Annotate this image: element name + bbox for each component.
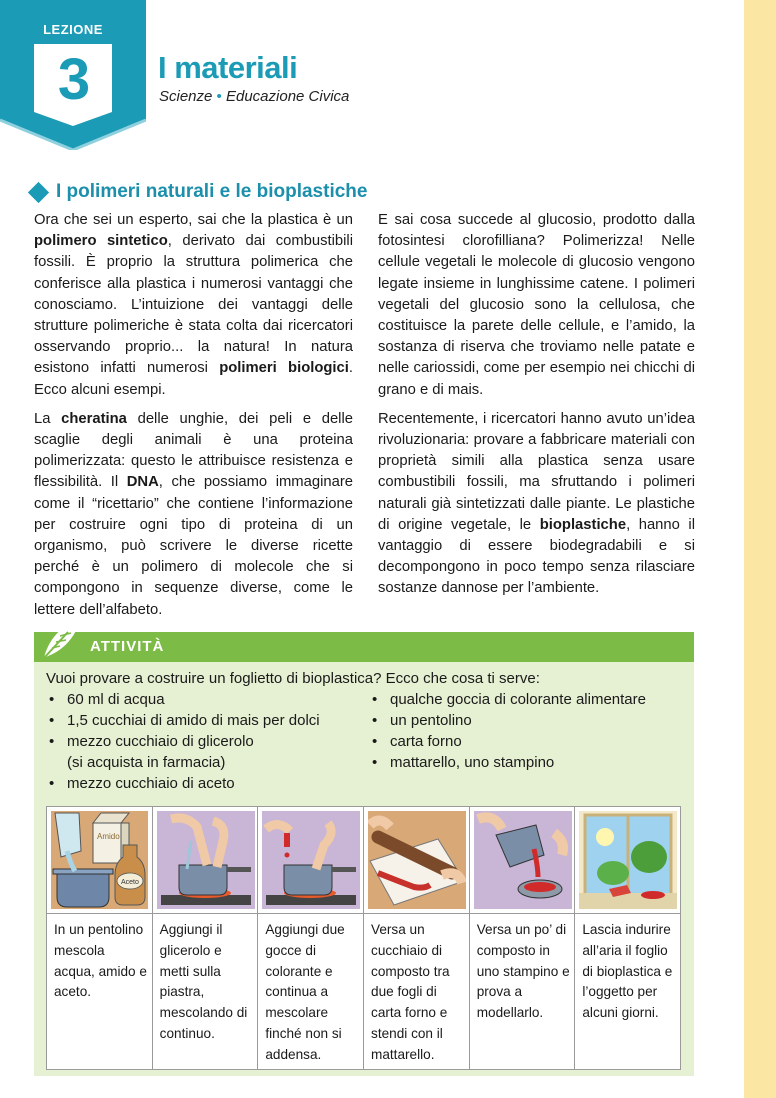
paragraph xyxy=(378,409,695,600)
activity-title: ATTIVITÀ xyxy=(90,638,165,655)
material-item: • mattarello, uno stampino xyxy=(369,752,646,773)
activity-box xyxy=(34,632,694,1076)
text-run: . Ecco alcuni esempi. xyxy=(34,360,353,398)
page-subjects xyxy=(159,88,349,105)
step-illustration xyxy=(258,807,363,914)
material-item: • qualche goccia di colorante alimentare xyxy=(369,689,646,710)
step-text: Versa un po’ di composto in uno stampino e prova a modellarlo. xyxy=(476,922,570,1021)
step-cell xyxy=(153,807,259,1069)
subject-civics: Educazione Civica xyxy=(225,88,350,105)
text-run: , che possiamo immaginare come il “ricettario” che contiene l’informazione per costruire ogni tipo di proteina di un organismo, può scrivere le diverse ricette perché è un polimero di molecole che si compongono in sequenze diverse, come le lettere dell’alfabeto. xyxy=(34,474,353,618)
material-item: • mezzo cucchiaio di aceto xyxy=(46,773,320,794)
step-text: Aggiungi due gocce di colorante e continua a mescolare finché non si addensa. xyxy=(265,922,345,1062)
lesson-badge xyxy=(0,0,146,150)
section-heading xyxy=(27,180,367,204)
pouring-mold-icon xyxy=(474,811,572,909)
text-run: , hanno il vantaggio di essere biodegradabili e si decompongono in poco tempo senza rilasciare sostanze dannose per l’ambiente. xyxy=(378,516,695,597)
step-text: Lascia indurire all’aria il foglio di bioplastica e l’oggetto per alcuni giorni. xyxy=(582,922,673,1021)
step-text: Aggiungi il glicerolo e metti sulla piastra, mescolando di continuo. xyxy=(159,922,248,1041)
step-cell xyxy=(470,807,576,1069)
bold-term: DNA xyxy=(126,474,159,491)
materials-list-right xyxy=(369,689,646,773)
steps-table xyxy=(46,806,681,1070)
section-title: I polimeri naturali e le bioplastiche xyxy=(56,181,368,202)
text-run: La xyxy=(34,410,62,427)
paragraph xyxy=(34,409,353,621)
carton-label: Amido xyxy=(97,832,120,841)
material-item: • un pentolino xyxy=(369,710,646,731)
bold-term: cheratina xyxy=(61,410,127,427)
material-item: • 60 ml di acqua xyxy=(46,689,320,710)
bottle-label: Aceto xyxy=(121,879,139,886)
subject-separator: • xyxy=(216,88,222,105)
step-illustration xyxy=(153,807,258,914)
step-cell xyxy=(364,807,470,1069)
diamond-bullet-icon xyxy=(28,181,49,202)
text-column-left xyxy=(34,210,353,621)
step-text: In un pentolino mescola acqua, amido e aceto. xyxy=(54,922,147,1000)
material-item: • mezzo cucchiaio di glicerolo (si acquista in farmacia) xyxy=(46,731,320,773)
step-cell xyxy=(47,807,153,1069)
activity-header xyxy=(34,632,694,662)
text-run: Recentemente, i ricercatori hanno avuto un’idea rivoluzionaria: provare a fabbricare materiali con proprietà simili alla plastica senza usare combustibili fossili, ma sfruttando i polimeri naturali già sintetizzati dalle piante. Le plastiche di origine vegetale, le xyxy=(378,410,695,533)
material-item: • carta forno xyxy=(369,731,646,752)
feather-icon xyxy=(38,618,84,662)
text-column-right xyxy=(378,210,695,600)
pot-ingredients-icon xyxy=(51,811,148,909)
paragraph xyxy=(378,210,695,401)
activity-intro: Vuoi provare a costruire un foglietto di bioplastica? Ecco che cosa ti serve: xyxy=(46,670,540,687)
stirring-pot-icon xyxy=(157,811,255,909)
material-item: • 1,5 cucchiai di amido di mais per dolci xyxy=(46,710,320,731)
step-text: Versa un cucchiaio di composto tra due fogli di carta forno e stendi con il mattarello. xyxy=(371,922,450,1062)
step-cell xyxy=(258,807,364,1069)
subject-science: Scienze xyxy=(159,88,213,105)
step-illustration xyxy=(47,807,152,914)
paragraph xyxy=(34,210,353,401)
adding-dye-icon xyxy=(262,811,360,909)
materials-list-left xyxy=(46,689,320,794)
step-illustration xyxy=(364,807,469,914)
rolling-pin-icon xyxy=(368,811,466,909)
step-illustration xyxy=(470,807,575,914)
text-run: delle unghie, dei peli e delle scaglie degli animali è una proteina polimerizzata: questo le attribuisce resistenza e flessibilità. Il xyxy=(34,410,353,491)
bold-term: bioplastiche xyxy=(539,516,627,533)
lesson-label: LEZIONE xyxy=(43,22,103,37)
step-cell xyxy=(575,807,680,1069)
step-illustration xyxy=(575,807,680,914)
text-run: E sai cosa succede al glucosio, prodotto dalla fotosintesi clorofilliana? Polimerizza! Nelle cellule vegetali le molecole di glucosio vengono legate insieme in lunghissime catene. I polimeri vegetali del glucosio sono la cellulosa, che costituisce la parete delle cellule, e l’amido, la sostanza di riserva che troviamo nelle patate e nelle cariossidi, come per esempio nei chicchi di grano e di mais. xyxy=(378,212,695,398)
bold-term: polimero sintetico xyxy=(34,233,168,250)
page-side-strip xyxy=(744,0,776,1098)
drying-window-icon xyxy=(579,811,677,909)
text-run: , derivato dai combustibili fossili. È proprio la struttura polimerica che conferisce alla plastica i numerosi vantaggi che conosciamo. L’intuizione dei vantaggi delle strutture polimeriche è stata colta dai ricercatori osservando proprio... la natura! In natura esistono infatti numerosi xyxy=(34,233,353,377)
text-run: Ora che sei un esperto, sai che la plastica è un xyxy=(34,212,353,228)
bold-term: polimeri biologici xyxy=(219,360,349,377)
page-title: I materiali xyxy=(158,50,298,85)
lesson-number: 3 xyxy=(57,47,91,112)
